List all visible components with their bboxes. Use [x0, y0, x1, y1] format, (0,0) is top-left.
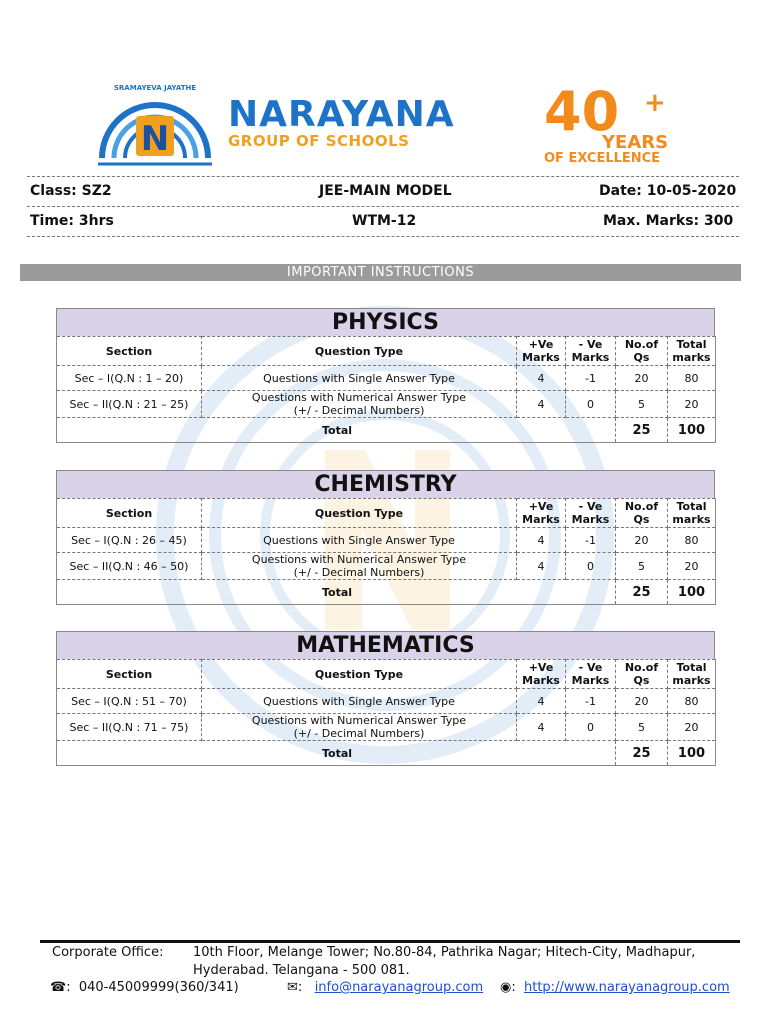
- table-row: [57, 391, 716, 418]
- negative-marks-cell: -1: [566, 689, 616, 714]
- logo: [90, 78, 510, 168]
- positive-marks-cell: 4: [517, 366, 566, 391]
- brand-name: NARAYANA: [228, 94, 455, 135]
- time-label: Time: 3hrs: [30, 213, 114, 229]
- header-number-of-questions-line: Qs: [633, 513, 650, 526]
- subject-table-mathematics: [56, 631, 715, 766]
- svg-text:N: N: [140, 119, 170, 159]
- header-question-type: Question Type: [202, 660, 517, 689]
- header-number-of-questions-line: No.of: [624, 661, 659, 674]
- section-cell: Sec – I(Q.N : 26 – 45): [57, 528, 202, 553]
- header-section: Section: [57, 660, 202, 689]
- mail-icon: ✉: [287, 980, 298, 995]
- total-label: Total: [57, 580, 616, 605]
- negative-marks-cell: 0: [566, 391, 616, 418]
- section-cell: Sec – I(Q.N : 1 – 20): [57, 366, 202, 391]
- header-section: Section: [57, 499, 202, 528]
- header-positive-marks-line: +Ve: [528, 500, 554, 513]
- marks-table: [56, 498, 716, 605]
- header-total-marks: [668, 337, 716, 366]
- total-questions: 25: [616, 580, 668, 605]
- narayana-emblem-icon: [90, 78, 220, 168]
- subject-title: MATHEMATICS: [56, 631, 715, 659]
- table-total-row: [57, 418, 716, 443]
- header-positive-marks-line: Marks: [522, 674, 560, 687]
- header-positive-marks-line: Marks: [522, 513, 560, 526]
- total-marks-cell: 80: [668, 528, 716, 553]
- positive-marks-cell: 4: [517, 553, 566, 580]
- questions-count-cell: 20: [616, 528, 668, 553]
- header-total-marks-line: Total: [676, 338, 707, 351]
- question-type-cell-line: Questions with Single Answer Type: [263, 694, 455, 708]
- years-word: YEARS: [602, 132, 669, 153]
- header-total-marks-line: marks: [672, 513, 711, 526]
- forty-years-badge: [540, 80, 680, 168]
- header-number-of-questions-line: No.of: [624, 500, 659, 513]
- marks-table: [56, 659, 716, 766]
- header-positive-marks: [517, 499, 566, 528]
- total-label: Total: [57, 418, 616, 443]
- header-negative-marks: [566, 499, 616, 528]
- total-marks: 100: [668, 741, 716, 766]
- svg-text:SRAMAYEVA JAYATHE: SRAMAYEVA JAYATHE: [113, 84, 197, 92]
- positive-marks-cell: 4: [517, 714, 566, 741]
- total-questions: 25: [616, 741, 668, 766]
- brand: [228, 96, 455, 150]
- test-code: WTM-12: [352, 213, 417, 229]
- negative-marks-cell: 0: [566, 553, 616, 580]
- header-negative-marks: [566, 337, 616, 366]
- question-type-cell-line: Questions with Numerical Answer Type: [251, 714, 467, 727]
- address-line-1: 10th Floor, Melange Tower; No.80-84, Pathrika Nagar; Hitech-City, Madhapur,: [193, 945, 696, 960]
- positive-marks-cell: 4: [517, 528, 566, 553]
- section-cell: Sec – I(Q.N : 51 – 70): [57, 689, 202, 714]
- website-link[interactable]: http://www.narayanagroup.com: [524, 980, 730, 995]
- total-marks: 100: [668, 418, 716, 443]
- globe-icon: ◉: [500, 980, 512, 995]
- question-type-cell: [202, 714, 517, 741]
- total-marks-cell: 80: [668, 366, 716, 391]
- question-type-cell-line: Questions with Single Answer Type: [263, 533, 455, 547]
- table-row: [57, 689, 716, 714]
- header-negative-marks: [566, 660, 616, 689]
- negative-marks-cell: -1: [566, 528, 616, 553]
- subject-title: PHYSICS: [56, 308, 715, 336]
- phone-icon: ☎: [50, 980, 67, 995]
- divider: [27, 206, 739, 207]
- exam-date: Date: 10-05-2020: [599, 183, 737, 199]
- section-cell: Sec – II(Q.N : 21 – 25): [57, 391, 202, 418]
- header-number-of-questions-line: Qs: [633, 674, 650, 687]
- header-total-marks-line: Total: [676, 500, 707, 513]
- website-contact: ◉: http://www.narayanagroup.com: [500, 980, 730, 995]
- question-type-cell: [202, 553, 517, 580]
- divider: [27, 236, 739, 237]
- address-line-2: Hyderabad. Telangana - 500 081.: [193, 963, 410, 978]
- section-cell: Sec – II(Q.N : 46 – 50): [57, 553, 202, 580]
- header-question-type: Question Type: [202, 337, 517, 366]
- header-negative-marks-line: Marks: [571, 674, 610, 687]
- positive-marks-cell: 4: [517, 689, 566, 714]
- question-type-cell-line: (+/ - Decimal Numbers): [293, 404, 425, 417]
- corporate-office-label: Corporate Office:: [52, 945, 164, 960]
- questions-count-cell: 5: [616, 553, 668, 580]
- years-excellence: OF EXCELLENCE: [544, 151, 661, 166]
- questions-count-cell: 5: [616, 391, 668, 418]
- positive-marks-cell: 4: [517, 391, 566, 418]
- header-section: Section: [57, 337, 202, 366]
- table-header-row: [57, 499, 716, 528]
- total-questions: 25: [616, 418, 668, 443]
- table-row: [57, 714, 716, 741]
- question-type-cell: [202, 366, 517, 391]
- email-link[interactable]: info@narayanagroup.com: [314, 980, 484, 995]
- header-number-of-questions: [616, 499, 668, 528]
- header-number-of-questions-line: No.of: [624, 338, 659, 351]
- question-type-cell: [202, 391, 517, 418]
- total-marks-cell: 20: [668, 714, 716, 741]
- questions-count-cell: 20: [616, 366, 668, 391]
- questions-count-cell: 20: [616, 689, 668, 714]
- subject-title: CHEMISTRY: [56, 470, 715, 498]
- total-marks-cell: 20: [668, 553, 716, 580]
- total-marks: 100: [668, 580, 716, 605]
- marks-table: [56, 336, 716, 443]
- max-marks: Max. Marks: 300: [603, 213, 734, 229]
- subject-table-physics: [56, 308, 715, 443]
- header-total-marks-line: marks: [672, 674, 711, 687]
- header-number-of-questions: [616, 337, 668, 366]
- total-marks-cell: 80: [668, 689, 716, 714]
- header-negative-marks-line: Marks: [571, 351, 610, 364]
- table-total-row: [57, 580, 716, 605]
- header-negative-marks-line: - Ve: [578, 500, 603, 513]
- class-label: Class: SZ2: [30, 183, 112, 199]
- header-total-marks: [668, 660, 716, 689]
- question-type-cell: [202, 528, 517, 553]
- header-total-marks: [668, 499, 716, 528]
- email-contact: ✉: info@narayanagroup.com: [287, 980, 484, 995]
- question-type-cell: [202, 689, 517, 714]
- question-type-cell-line: Questions with Numerical Answer Type: [251, 553, 467, 566]
- divider: [27, 176, 739, 177]
- phone-number: 040-45009999(360/341): [78, 980, 239, 995]
- instructions-banner: IMPORTANT INSTRUCTIONS: [20, 264, 741, 281]
- negative-marks-cell: 0: [566, 714, 616, 741]
- header-positive-marks-line: +Ve: [528, 338, 554, 351]
- subject-table-chemistry: [56, 470, 715, 605]
- negative-marks-cell: -1: [566, 366, 616, 391]
- exam-model: JEE-MAIN MODEL: [319, 183, 452, 199]
- header-total-marks-line: marks: [672, 351, 711, 364]
- questions-count-cell: 5: [616, 714, 668, 741]
- header-number-of-questions-line: Qs: [633, 351, 650, 364]
- header-question-type: Question Type: [202, 499, 517, 528]
- header-positive-marks: [517, 660, 566, 689]
- table-total-row: [57, 741, 716, 766]
- table-header-row: [57, 660, 716, 689]
- total-label: Total: [57, 741, 616, 766]
- question-type-cell-line: Questions with Numerical Answer Type: [251, 391, 467, 404]
- years-number: 40: [544, 80, 620, 143]
- footer-divider: [40, 940, 740, 943]
- table-header-row: [57, 337, 716, 366]
- total-marks-cell: 20: [668, 391, 716, 418]
- table-row: [57, 366, 716, 391]
- table-row: [57, 553, 716, 580]
- phone-contact: ☎: 040-45009999(360/341): [50, 980, 239, 995]
- question-type-cell-line: Questions with Single Answer Type: [263, 371, 455, 385]
- header-negative-marks-line: Marks: [571, 513, 610, 526]
- question-type-cell-line: (+/ - Decimal Numbers): [293, 566, 425, 579]
- header-negative-marks-line: - Ve: [578, 661, 603, 674]
- header-negative-marks-line: - Ve: [578, 338, 603, 351]
- header-positive-marks-line: +Ve: [528, 661, 554, 674]
- header-positive-marks-line: Marks: [522, 351, 560, 364]
- header-total-marks-line: Total: [676, 661, 707, 674]
- header-number-of-questions: [616, 660, 668, 689]
- brand-subtitle: GROUP OF SCHOOLS: [228, 132, 410, 150]
- section-cell: Sec – II(Q.N : 71 – 75): [57, 714, 202, 741]
- table-row: [57, 528, 716, 553]
- header-positive-marks: [517, 337, 566, 366]
- question-type-cell-line: (+/ - Decimal Numbers): [293, 727, 425, 740]
- years-plus: +: [644, 88, 666, 118]
